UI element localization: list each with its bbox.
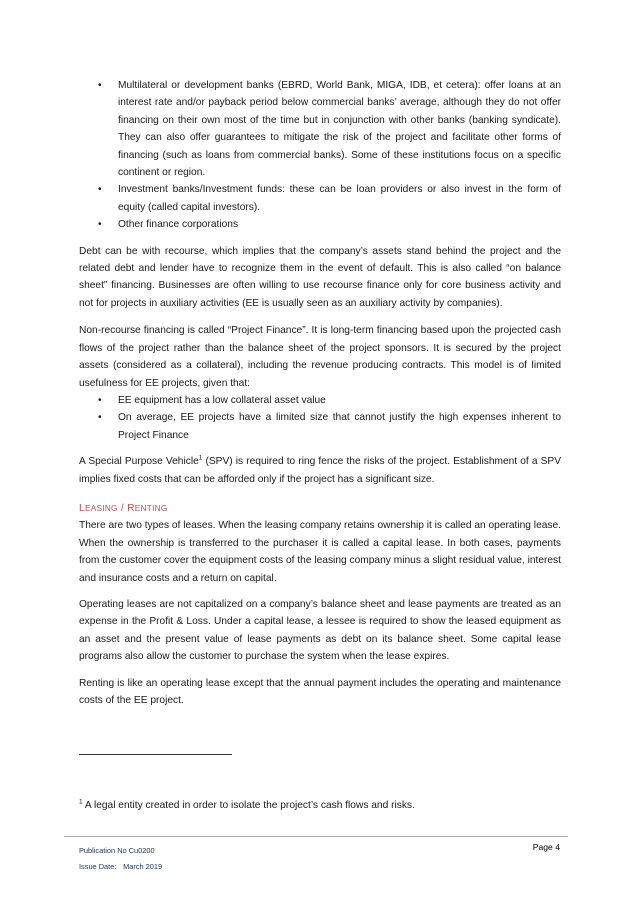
footer-info [79, 843, 162, 874]
issue-date-label: Issue Date: [79, 861, 117, 871]
page-number: Page 4 [532, 842, 560, 852]
bullet-icon: • [98, 80, 102, 91]
footnote [79, 799, 561, 813]
footnote-divider [79, 754, 232, 755]
paragraph-spv: A Special Purpose Vehicle$^1$ (SPV) is required to ring fence the risks of the project. Establishment of a SPV implies fixed costs that can be afforded only if the project has a significant size. [79, 454, 561, 485]
list-item: • Investment banks/Investment funds: these can be loan providers or also invest in the form of equity (called capital investors). [79, 181, 561, 216]
paragraph-operating-leases: Operating leases are not capitalized on a company’s balance sheet and lease payments are treated as an expense in the Profit & Loss. Under a capital lease, a lessee is required to show the leased equipment as an asset and the present value of lease payments as debt on its balance sheet. Some capital lease programs also allow the customer to purchase the system when the lease expires. [79, 598, 561, 663]
bullet-icon: • [98, 184, 102, 196]
section-heading: LEASING / RENTING [79, 502, 168, 514]
paragraph-nonrecourse: Non-recourse financing is called “Project Finance”. It is long-term financing based upon the projected cash flows of the project rather than the balance sheet of the project sponsors. It is secured by the project assets (considered as a collateral), including the revenue producing contracts. This model is of limited usefulness for EE projects, given that: [79, 325, 561, 389]
ee-limitations-list [79, 392, 561, 444]
footer-divider [64, 836, 568, 837]
issue-date-value: March 2019 [123, 861, 163, 871]
publication-number: Publication No Cu0200 [79, 846, 155, 855]
bullet-icon: • [98, 394, 102, 406]
list-item: • On average, EE projects have a limited size that cannot justify the high expenses inherent to Project Finance [79, 409, 561, 444]
paragraph-recourse: Debt can be with recourse, which implies that the company’s assets stand behind the project and the related debt and lender have to recognize them in the event of default. This is also called “on balance sheet” financing. Businesses are often willing to use recourse finance only for core business activity and not for projects in auxiliary activities (EE is usually seen as an auxiliary activity by companies). [79, 245, 561, 309]
bullet-icon: • [98, 219, 102, 231]
list-item: • Multilateral or development banks (EBRD, World Bank, MIGA, IDB, et cetera): offer loans at an interest rate and/or payback period below commercial banks’ average, although they do not offer financing on their own most of the time but in conjunction with other banks (banking syndicate). They can also offer guarantees to mitigate the risk of the project and facilitate other forms of financing (such as loans from commercial banks). Some of these institutions focus on a specific continent or region. [79, 77, 561, 181]
list-item: • Other finance corporations [79, 216, 561, 233]
bullet-icon: • [98, 412, 102, 424]
paragraph-renting: Renting is like an operating lease except that the annual payment includes the operating and maintenance costs of the EE project. [79, 677, 561, 706]
financier-list [79, 77, 561, 234]
list-item: • EE equipment has a low collateral asset value [79, 392, 561, 409]
footnote-reference[interactable]: 1 [198, 454, 203, 462]
footnote-number: 1 [79, 798, 83, 806]
footnote-text: A legal entity created in order to isolate the project’s cash flows and risks. [82, 800, 415, 811]
paragraph-leases: There are two types of leases. When the leasing company retains ownership it is called an operating lease. When the ownership is transferred to the purchaser it is called a capital lease. In both cases, payments from the customer cover the equipment costs of the leasing company minus a slight residual value, interest and insurance costs and a return on capital. [79, 520, 561, 584]
issue-date-line [79, 859, 162, 875]
page-body [79, 77, 561, 709]
